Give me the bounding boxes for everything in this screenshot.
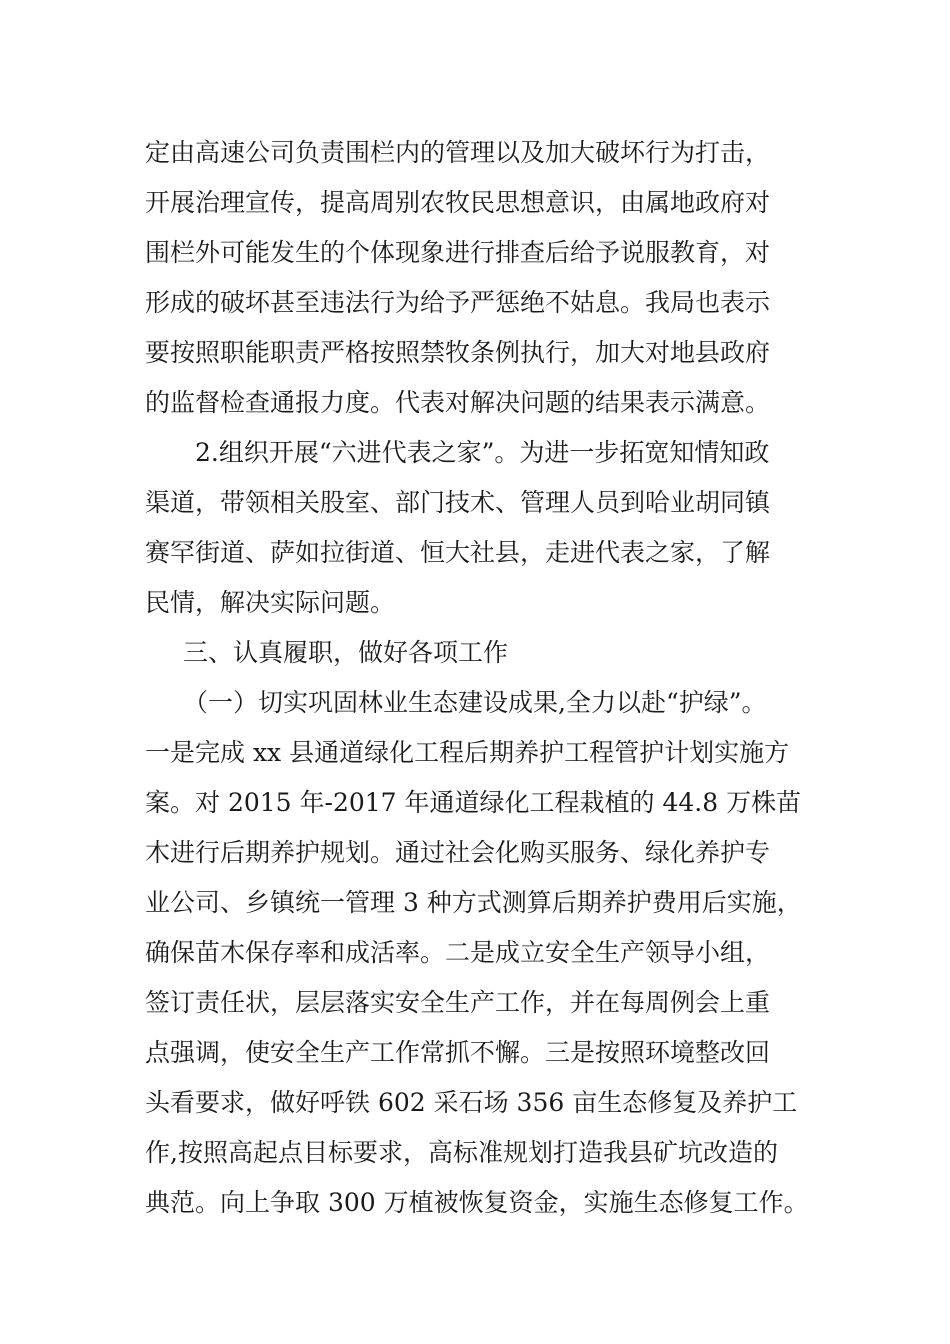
text-line: 签订责任状，层层落实安全生产工作，并在每周例会上重 <box>145 988 771 1017</box>
text-line: 作,按照高起点目标要求，高标准规划打造我县矿坑改造的 <box>145 1138 778 1167</box>
text-line: 围栏外可能发生的个体现象进行排查后给予说服教育，对 <box>145 238 771 267</box>
document-body <box>145 128 825 1228</box>
text-line: 头看要求，做好呼铁 602 采石场 356 亩生态修复及养护工 <box>145 1088 798 1117</box>
paragraph-start-line: 2.组织开展“六进代表之家”。为进一步拓宽知情知政 <box>195 438 770 467</box>
text-line: 一是完成 xx 县通道绿化工程后期养护工程管护计划实施方 <box>145 738 790 767</box>
text-line: 定由高速公司负责围栏内的管理以及加大破坏行为打击， <box>145 138 771 167</box>
text-line: 点强调，使安全生产工作常抓不懈。三是按照环境整改回 <box>145 1038 771 1067</box>
section-heading: 三、认真履职，做好各项工作 <box>183 638 509 667</box>
text-line: 的监督检查通报力度。代表对解决问题的结果表示满意。 <box>145 388 771 417</box>
subsection-heading: （一）切实巩固林业生态建设成果,全力以赴“护绿”。 <box>183 688 767 717</box>
text-line: 形成的破坏甚至违法行为给予严惩绝不姑息。我局也表示 <box>145 288 771 317</box>
text-line: 典范。向上争取 300 万植被恢复资金，实施生态修复工作。 <box>145 1188 809 1217</box>
text-line: 业公司、乡镇统一管理 3 种方式测算后期养护费用后实施， <box>145 888 802 917</box>
text-line: 案。对 2015 年-2017 年通道绿化工程栽植的 44.8 万株苗 <box>145 788 802 817</box>
text-line: 民情，解决实际问题。 <box>145 588 396 617</box>
text-line: 要按照职能职责严格按照禁牧条例执行，加大对地县政府 <box>145 338 771 367</box>
text-line: 开展治理宣传，提高周别农牧民思想意识，由属地政府对 <box>145 188 771 217</box>
text-line: 确保苗木保存率和成活率。二是成立安全生产领导小组， <box>145 938 771 967</box>
text-line: 赛罕街道、萨如拉街道、恒大社县，走进代表之家，了解 <box>145 538 771 567</box>
text-line: 渠道，带领相关股室、部门技术、管理人员到哈业胡同镇 <box>145 488 771 517</box>
text-line: 木进行后期养护规划。通过社会化购买服务、绿化养护专 <box>145 838 771 867</box>
